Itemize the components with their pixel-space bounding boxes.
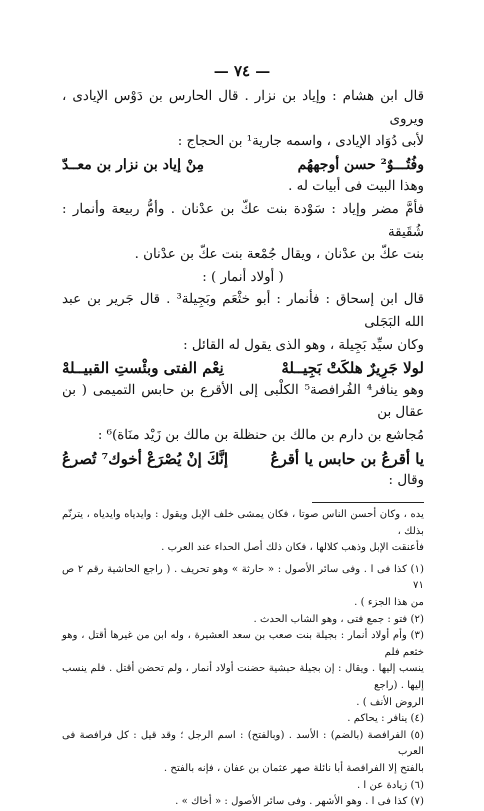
footnote-line: (٤) ينافر : يحاكم . bbox=[347, 713, 424, 725]
footnote-line: فأعنقت الإبل وذهب كلالها ، فكان ذلك أصل الحداء عند العرب . bbox=[161, 542, 424, 554]
footnote-line: (٥) الفرافصة (بالضم) : الأسد . (وبالفتح) : اسم الرجل ؛ وقد قيل : كل فرافصة فى العرب bbox=[62, 729, 424, 758]
text-line: فأمَّ مضر وإياد : سَوْدة بنت عكّ بن عدْنان . وأمُّ ربيعة وأنمار : شُقَيقة bbox=[62, 201, 424, 240]
text-line: مُجاشع بن دارم بن مالك بن حنظلة بن مالك بن زَيْد منَاة)⁶ : bbox=[97, 427, 424, 443]
poem-verse bbox=[62, 357, 424, 380]
footnote-line: (٦) زيادة عن ا . bbox=[356, 779, 424, 791]
verse-second-hemistich: إنَّكَ إنْ يُصْرَعْ أخوك⁷ تُصرعُ bbox=[62, 449, 229, 468]
footnote-line: الروض الأنف ) . bbox=[356, 696, 424, 708]
footnotes bbox=[62, 507, 424, 811]
verse-second-hemistich: مِنْ إياد بن نزار بن معــدّ bbox=[62, 156, 204, 173]
text-line: وكان سيِّد بَجِيلة ، وهو الذى يقول له القائل : bbox=[183, 337, 424, 353]
verse-first-hemistich: لولا جَرِيرٌ هلكَتْ بَجِيــلهْ bbox=[281, 359, 424, 378]
verse-second-hemistich: نِعْم الفتى وبئْستِ القبيــلهْ bbox=[62, 359, 224, 378]
text-line: وهذا البيت فى أبيات له . bbox=[288, 179, 424, 195]
footnote-line: بالفتح إلا الفرافصة أبا نائلة صهر عثمان بن عفان ، فإنه بالفتح . bbox=[163, 762, 424, 774]
text-line: لأبى دُوَاد الإيادى ، واسمه جارية¹ بن الحجاج : bbox=[177, 134, 424, 150]
section-heading: ( أولاد أنمار ) : bbox=[202, 269, 284, 285]
page-number: — ٧٤ — bbox=[213, 62, 271, 80]
footnote-line: ينسب إليها . ويقال : إن بجيلة حبشية حضنت أولاد أنمار ، ولم تحضن أقتل . فلم ينسب إليها . (راجع bbox=[62, 663, 424, 691]
text-line: قال ابن هشام : وإياد بن نزار . قال الحارس بن دَوْس الإيادى ، ويروى bbox=[62, 89, 424, 127]
text-line: وقال : bbox=[388, 473, 424, 489]
footnote-line: من هذا الجزء ) . bbox=[354, 596, 424, 608]
verse-first-hemistich: يا أقرعُ بن حابس يا أقرعُ bbox=[270, 449, 424, 468]
footnote-line: (٣) وأم أولاد أنمار : بجيلة بنت صعب بن سعد العشيرة ، وله ابن من غيرها أقتل ، وهو خثعم فلم bbox=[62, 630, 424, 658]
footnote-separator bbox=[312, 502, 424, 503]
text-line: بنت عكّ بن عدْنان ، ويقال جُمْعة بنت عكّ بن عدْنان . bbox=[134, 247, 424, 263]
main-text bbox=[62, 86, 424, 493]
footnote-line: (٧) كذا فى ا . وهو الأشهر . وفى سائر الأصول : « أخاك » . bbox=[175, 796, 424, 808]
footnote-line: يده ، وكان أحسن الناس صوتا ، فكان يمشى خلف الإبل ويقول : وايدياه وايدياه ، يترنّم بذلك ، bbox=[62, 509, 424, 537]
footnote-line: (١) كذا فى ا . وفى سائر الأصول : « حارثة » وهو تحريف . ( راجع الحاشية رقم ٢ ص ٧١ bbox=[62, 563, 425, 592]
poem-verse bbox=[62, 448, 424, 471]
poem-verse bbox=[62, 154, 424, 177]
text-line: وهو ينافر⁴ الفُرافصة⁵ الكلْبى إلى الأقرع بن حابس التميمى ( بن عقال بن bbox=[62, 382, 425, 421]
text-line: قال ابن إسحاق : فأنمار : أبو خثْعَم وبَجِيلة³ . قال جَرير بن عبد الله البَجَلى bbox=[62, 292, 424, 330]
verse-first-hemistich: وفُتُـــوٌ² حسن أوجههُم bbox=[297, 156, 424, 173]
footnote-line: (٢) فتو : جمع فتى ، وهو الشاب الحدث . bbox=[253, 613, 424, 625]
